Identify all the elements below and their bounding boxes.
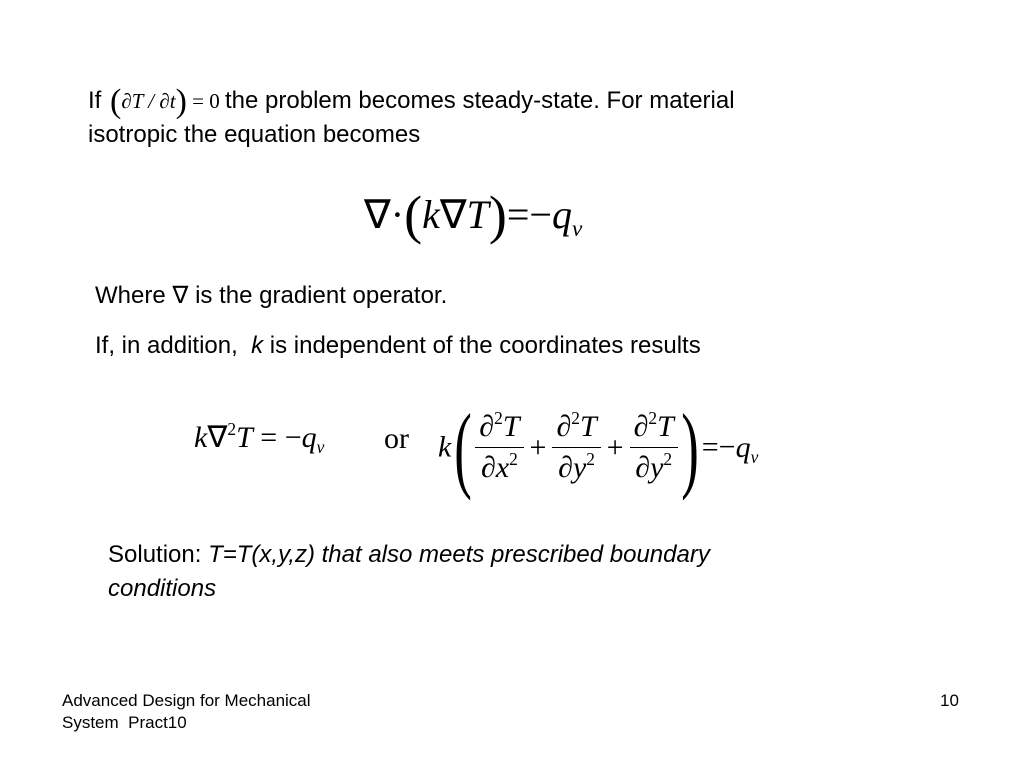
footer-course-line-2: System Pract10 [62, 713, 187, 732]
steady-state-text: the problem becomes steady-state. For material [225, 87, 735, 114]
solution-italic-line-1: T=T(x,y,z) that also meets prescribed boundary [208, 541, 710, 568]
footer-course-title [62, 690, 311, 734]
d2T-dy2-fraction-1: $\frac{\partial^2T}{\partial y^2}$ [552, 410, 600, 486]
where-line [95, 279, 447, 313]
solution-label: Solution: [108, 541, 202, 568]
footer-course-line-1: Advanced Design for Mechanical [62, 691, 311, 710]
nabla-symbol: ∇ [172, 283, 189, 309]
addition-line [95, 329, 701, 363]
where-suffix: is the gradient operator. [195, 282, 448, 309]
intro-line-2: isotropic the equation becomes [88, 121, 421, 148]
intro-line-1 [88, 84, 735, 119]
laplace-equation-expanded: k( $\frac{\partial^2T}{\partial x^2}$ + $\frac{\partial^2T}{\partial y^2}$ + $\frac{\partial^2T}{\partial y^2}$ ) $=-q_v$ [438, 394, 759, 501]
solution-line-2: conditions [108, 575, 217, 602]
divergence-equation: $\nabla\cdot(k\nabla T)=-q_v$ [364, 185, 583, 245]
if-word: If [88, 87, 102, 114]
where-prefix: Where [95, 282, 166, 309]
solution-line-1 [108, 538, 710, 572]
k-variable: k [251, 332, 264, 359]
d2T-dy2-fraction-2: $\frac{\partial^2T}{\partial y^2}$ [630, 410, 678, 486]
addition-suffix: is independent of the coordinates results [269, 332, 701, 359]
d2T-dx2-fraction: $\frac{\partial^2T}{\partial x^2}$ [475, 410, 523, 486]
steady-state-condition-formula: (∂T / ∂t) = 0 [110, 83, 220, 120]
laplace-equation-short: $k\nabla^2T = -q_v$ [194, 418, 325, 458]
or-word: or [384, 422, 409, 455]
page-number: 10 [940, 691, 959, 710]
addition-prefix: If, in addition, [95, 332, 238, 359]
